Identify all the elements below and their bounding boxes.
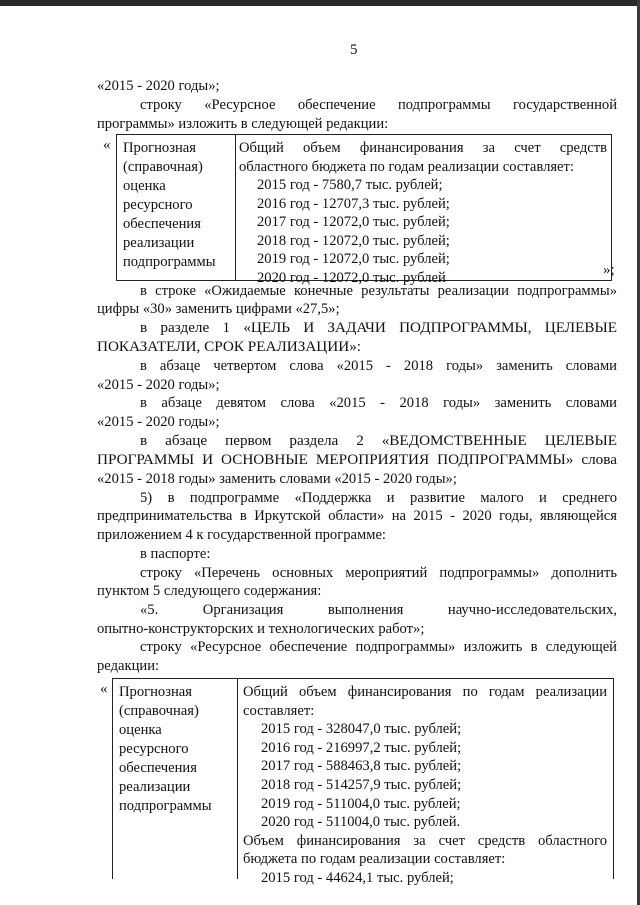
- year-line: 2018 год - 12072,0 тыс. рублей;: [257, 232, 450, 249]
- year-line: 2017 год - 588463,8 тыс. рублей;: [261, 758, 462, 775]
- table-divider: [235, 135, 236, 280]
- table-left-line: оценка: [123, 178, 166, 194]
- text-line: программы» изложить в следующей редакции:: [97, 116, 389, 132]
- year-line: 2019 год - 12072,0 тыс. рублей;: [257, 251, 450, 267]
- text-line: «2015 - 2020 годы»;: [97, 78, 220, 94]
- scan-edge-top: [0, 0, 640, 6]
- text-line: в абзаце девятом слова «2015 - 2018 годы» заменить словами: [140, 395, 617, 411]
- table-left-line: Прогнозная: [123, 140, 196, 156]
- table-left-line: ресурсного: [119, 741, 189, 757]
- table-right-line: бюджета по годам реализации составляет:: [243, 851, 506, 868]
- open-quote: «: [100, 681, 108, 697]
- table-left-line: подпрограммы: [119, 798, 212, 814]
- table-left-line: реализации: [123, 235, 195, 251]
- year-line: 2016 год - 216997,2 тыс. рублей;: [261, 739, 462, 756]
- open-quote: «: [103, 137, 111, 153]
- text-line: в строке «Ожидаемые конечные результаты реализации подпрограммы»: [140, 283, 617, 299]
- table-left-line: ресурсного: [123, 197, 193, 213]
- year-line: 2015 год - 44624,1 тыс. рублей;: [261, 869, 454, 886]
- text-line: опытно-конструкторских и технологических работ»;: [97, 621, 425, 637]
- text-line: строку «Перечень основных мероприятий подпрограммы» дополнить: [140, 565, 617, 581]
- text-line: ПРОГРАММЫ И ОСНОВНЫЕ МЕРОПРИЯТИЯ ПОДПРОГРАММЫ» слова: [97, 451, 617, 468]
- table-right-cell: [243, 683, 607, 888]
- table-left-line: Прогнозная: [119, 684, 192, 700]
- text-line: редакции:: [97, 658, 160, 674]
- table-right-line: составляет:: [243, 702, 315, 719]
- table-left-line: (справочная): [119, 703, 199, 719]
- text-line: «2015 - 2020 годы»;: [97, 414, 220, 430]
- year-line: 2020 год - 12072,0 тыс. рублей: [257, 269, 446, 286]
- year-line: 2017 год - 12072,0 тыс. рублей;: [257, 214, 450, 230]
- text-line: строку «Ресурсное обеспечение подпрограммы государственной: [140, 97, 617, 113]
- year-line: 2015 год - 328047,0 тыс. рублей;: [261, 721, 462, 738]
- text-line: пунктом 5 следующего содержания:: [97, 583, 322, 599]
- page-number: 5: [350, 42, 358, 58]
- resource-table-1: [116, 134, 612, 286]
- text-line: цифры «30» заменить цифрами «27,5»;: [97, 301, 340, 317]
- table-right-line: Объем финансирования за счет средств областного: [243, 832, 607, 849]
- year-line: 2020 год - 511004,0 тыс. рублей.: [261, 814, 461, 831]
- table-right-line: областного бюджета по годам реализации составляет:: [239, 158, 574, 175]
- table-right-line: Общий объем финансирования за счет средств: [239, 140, 607, 156]
- table-left-line: (справочная): [123, 159, 203, 175]
- year-line: 2019 год - 511004,0 тыс. рублей;: [261, 795, 461, 812]
- text-line: в паспорте:: [140, 546, 211, 562]
- table-left-line: обеспечения: [123, 216, 201, 232]
- resource-table-2: [112, 678, 614, 886]
- text-line: в абзаце первом раздела 2 «ВЕДОМСТВЕННЫЕ ЦЕЛЕВЫЕ: [140, 432, 617, 449]
- year-line: 2015 год - 7580,7 тыс. рублей;: [257, 177, 443, 193]
- table-divider: [237, 679, 238, 879]
- text-line: строку «Ресурсное обеспечение подпрограммы» изложить в следующей: [140, 639, 617, 655]
- close-quote: »;: [603, 262, 615, 278]
- text-line: ПОКАЗАТЕЛИ, СРОК РЕАЛИЗАЦИИ»:: [97, 338, 362, 355]
- text-line: в разделе 1 «ЦЕЛЬ И ЗАДАЧИ ПОДПРОГРАММЫ, ЦЕЛЕВЫЕ: [140, 319, 617, 336]
- text-line: «2015 - 2020 годы»;: [97, 377, 220, 393]
- year-line: 2018 год - 514257,9 тыс. рублей;: [261, 776, 462, 793]
- text-line: в абзаце четвертом слова «2015 - 2018 годы» заменить словами: [140, 358, 617, 374]
- text-line: «2015 - 2018 годы» заменить словами «2015 - 2020 годы»;: [97, 471, 457, 487]
- text-line: «5. Организация выполнения научно-исследовательских,: [140, 602, 617, 618]
- year-line: 2016 год - 12707,3 тыс. рублей;: [257, 195, 450, 212]
- table-right-cell: [239, 139, 607, 287]
- text-line: предпринимательства в Иркутской области» на 2015 - 2020 годы, являющейся: [97, 508, 617, 524]
- table-left-line: подпрограммы: [123, 254, 216, 270]
- table-left-line: реализации: [119, 779, 191, 795]
- text-line: 5) в подпрограмме «Поддержка и развитие малого и среднего: [140, 490, 617, 506]
- table-left-line: обеспечения: [119, 760, 197, 776]
- table-left-line: оценка: [119, 722, 162, 738]
- table-left-cell: [123, 139, 231, 272]
- text-line: приложением 4 к государственной программе:: [97, 527, 386, 543]
- table-right-line: Общий объем финансирования по годам реализации: [243, 684, 607, 700]
- table-left-cell: [119, 683, 233, 816]
